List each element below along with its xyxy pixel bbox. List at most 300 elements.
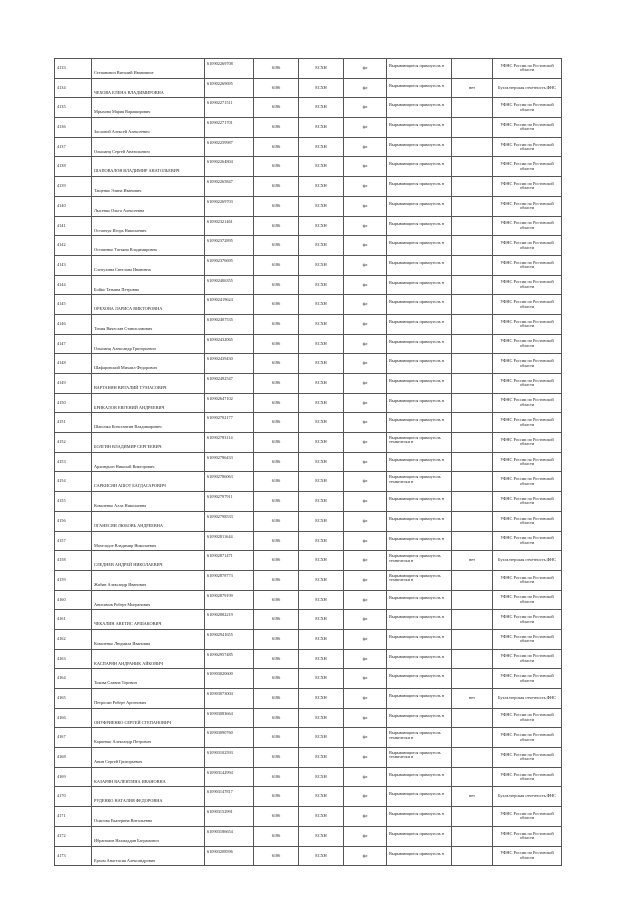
- tax-regime: ЕСХН: [315, 616, 327, 622]
- record-number: 4156: [57, 517, 66, 523]
- person-name-cell: [92, 393, 205, 413]
- activity-note: Вырывающиеся прямоуголь н: [389, 496, 444, 502]
- record-number: 4145: [57, 301, 66, 307]
- table-row: [55, 511, 562, 531]
- record-number: 4155: [57, 498, 66, 504]
- table-row: [55, 275, 562, 295]
- table-row: [55, 590, 562, 610]
- table-row: [55, 570, 562, 590]
- source-org-cell: [493, 295, 562, 315]
- record-number-cell: [55, 807, 92, 827]
- source-org-cell: [493, 374, 562, 394]
- person-type-cell: [344, 413, 387, 433]
- person-name-cell: [92, 334, 205, 354]
- source-org-cell: [493, 748, 562, 768]
- inn-number-cell: [205, 610, 254, 630]
- person-type: фл: [362, 695, 368, 701]
- activity-note: Вырывающиеся прямоуголь технически н: [389, 749, 441, 760]
- activity-note: Вырывающиеся прямоуголь н: [389, 102, 444, 108]
- tax-regime-cell: [299, 846, 344, 866]
- person-type: фл: [362, 399, 368, 405]
- person-type: фл: [362, 813, 368, 819]
- inn-number: 610902372895: [207, 238, 233, 244]
- activity-note: Вырывающиеся прямоуголь н: [389, 456, 444, 462]
- person-type: фл: [362, 183, 368, 189]
- activity-note-cell: [387, 669, 452, 689]
- source-org-cell: [493, 196, 562, 216]
- record-number: 4158: [57, 557, 66, 563]
- source-org-cell: [493, 649, 562, 669]
- activity-note: Вырывающиеся прямоуголь н: [389, 594, 444, 600]
- person-name: КАЗАРЯН ВАЛЕНТИНА ИВАНОВНА: [94, 778, 166, 784]
- person-name: Шапочка Константин Владимирович: [94, 424, 162, 430]
- table-row: [55, 137, 562, 157]
- person-name-cell: [92, 275, 205, 295]
- tax-office-code-cell: [254, 78, 299, 98]
- inn-number-cell: [205, 728, 254, 748]
- person-name: Коваленко Алла Николаевна: [94, 503, 147, 509]
- person-name: БРИКАЛОВ ЕВГЕНИЙ АНДРЕЕВИЧ: [94, 404, 165, 410]
- tax-regime: ЕСХН: [315, 143, 327, 149]
- record-number-cell: [55, 78, 92, 98]
- inn-number: 610902702177: [207, 415, 233, 421]
- tax-office-code: 6186: [271, 714, 281, 720]
- person-type-cell: [344, 137, 387, 157]
- table-row: [55, 689, 562, 709]
- person-type: фл: [362, 478, 368, 484]
- record-number: 4136: [57, 124, 66, 130]
- person-type-cell: [344, 531, 387, 551]
- inn-number: 610902259987: [207, 139, 233, 145]
- tax-regime: ЕСХН: [315, 754, 327, 760]
- source-org-cell: [493, 354, 562, 374]
- table-row: [55, 216, 562, 236]
- person-type: фл: [362, 498, 368, 504]
- source-org-cell: [493, 590, 562, 610]
- table-row: [55, 433, 562, 453]
- flag-value-cell: [452, 492, 493, 512]
- person-name-cell: [92, 78, 205, 98]
- person-name: Остапчук Игорь Николаевич: [94, 227, 147, 233]
- person-type: фл: [362, 301, 368, 307]
- inn-number: 610902419624: [207, 297, 233, 303]
- inn-number: 610902879199: [207, 592, 233, 598]
- table-row: [55, 531, 562, 551]
- person-type: фл: [362, 517, 368, 523]
- activity-note: Вырывающиеся прямоуголь н: [389, 63, 444, 69]
- source-org: УФНС России по Ростовской области: [500, 397, 554, 408]
- activity-note-cell: [387, 177, 452, 197]
- tax-office-code: 6186: [271, 576, 281, 582]
- person-name-cell: [92, 787, 205, 807]
- tax-regime-cell: [299, 826, 344, 846]
- flag-value-cell: [452, 511, 493, 531]
- source-org-cell: [493, 492, 562, 512]
- source-org: УФНС России по Ростовской области: [500, 259, 554, 270]
- person-name: Лысенко Ольга Алексеевна: [94, 207, 145, 213]
- source-org-cell: [493, 177, 562, 197]
- flag-value-cell: [452, 196, 493, 216]
- activity-note-cell: [387, 846, 452, 866]
- source-org-cell: [493, 137, 562, 157]
- source-org: УФНС России по Ростовской области: [500, 535, 554, 545]
- person-type-cell: [344, 334, 387, 354]
- person-type-cell: [344, 354, 387, 374]
- tax-office-code-cell: [254, 433, 299, 453]
- person-name: СЛЕДНЕВ АНДРЕЙ НИКОЛАЕВИЧ: [94, 562, 163, 568]
- table-row: [55, 334, 562, 354]
- tax-regime: ЕСХН: [315, 360, 327, 366]
- record-number: 4134: [57, 84, 66, 90]
- person-type-cell: [344, 570, 387, 590]
- flag-value-cell: [452, 393, 493, 413]
- inn-number-cell: [205, 137, 254, 157]
- record-number-cell: [55, 275, 92, 295]
- person-name: Тихия Вячеслав Станиславович: [94, 325, 153, 331]
- activity-note-cell: [387, 98, 452, 118]
- inn-number-cell: [205, 492, 254, 512]
- record-number-cell: [55, 728, 92, 748]
- person-type: фл: [362, 202, 368, 208]
- record-number: 4164: [57, 675, 66, 681]
- tax-regime-cell: [299, 511, 344, 531]
- tax-regime: ЕСХН: [315, 832, 327, 838]
- inn-number-cell: [205, 767, 254, 787]
- tax-office-code-cell: [254, 98, 299, 118]
- flag-value-cell: [452, 689, 493, 709]
- tax-regime-cell: [299, 177, 344, 197]
- record-number: 4173: [57, 852, 66, 858]
- activity-note: Вырывающиеся прямоуголь н: [389, 161, 444, 167]
- flag-value-cell: [452, 157, 493, 177]
- person-name-cell: [92, 807, 205, 827]
- source-org: УФНС России по Ростовской области: [500, 200, 554, 211]
- person-name: САРКИСЯН АШОТ БАГДАСАРОВИЧ: [94, 483, 166, 489]
- activity-note-cell: [387, 236, 452, 256]
- record-number: 4133: [57, 65, 66, 71]
- source-org: УФНС России по Ростовской области: [500, 299, 554, 309]
- record-number: 4149: [57, 380, 66, 386]
- record-number-cell: [55, 137, 92, 157]
- activity-note-cell: [387, 708, 452, 728]
- activity-note: Вырывающиеся прямоуголь н: [389, 771, 444, 777]
- person-name-cell: [92, 629, 205, 649]
- person-name-cell: [92, 295, 205, 315]
- activity-note: Вырывающиеся прямоуголь н: [389, 220, 444, 226]
- source-org-cell: [493, 452, 562, 472]
- person-type-cell: [344, 590, 387, 610]
- activity-note: Вырывающиеся прямоуголь н: [389, 397, 444, 403]
- inn-number-cell: [205, 689, 254, 709]
- inn-number-cell: [205, 78, 254, 98]
- activity-note: Вырывающиеся прямоуголь н: [389, 82, 444, 88]
- tax-office-code: 6186: [271, 124, 281, 130]
- inn-number: 610902407535: [207, 316, 233, 322]
- activity-note-cell: [387, 590, 452, 610]
- inn-number: 610902957485: [207, 651, 233, 657]
- person-name-cell: [92, 374, 205, 394]
- person-type: фл: [362, 635, 368, 641]
- person-name: ШАПОВАЛОВ ВЛАДИМИР АНАТОЛЬЕВИЧ: [94, 168, 180, 174]
- source-org-cell: [493, 708, 562, 728]
- person-type: фл: [362, 675, 368, 681]
- activity-note-cell: [387, 334, 452, 354]
- tax-office-code-cell: [254, 689, 299, 709]
- tax-regime: ЕСХН: [315, 84, 327, 90]
- tax-office-code: 6186: [271, 143, 281, 149]
- person-name: Анин Сергей Григорьевич: [94, 759, 143, 765]
- activity-note: Вырывающиеся прямоуголь технически н: [389, 730, 441, 740]
- tax-regime: ЕСХН: [315, 576, 327, 582]
- activity-note-cell: [387, 570, 452, 590]
- record-number-cell: [55, 196, 92, 216]
- person-name-cell: [92, 433, 205, 453]
- person-name-cell: [92, 255, 205, 275]
- source-org: УФНС России по Ростовской области: [500, 810, 554, 821]
- activity-note: Вырывающиеся прямоуголь н: [389, 299, 444, 305]
- tax-regime: ЕСХН: [315, 183, 327, 189]
- inn-number-cell: [205, 511, 254, 531]
- tax-office-code: 6186: [271, 793, 281, 799]
- inn-number-cell: [205, 413, 254, 433]
- person-name-cell: [92, 689, 205, 709]
- person-type-cell: [344, 59, 387, 79]
- tax-office-code-cell: [254, 59, 299, 79]
- tax-regime-cell: [299, 610, 344, 630]
- source-org: УФНС России по Ростовской области: [500, 436, 554, 447]
- tax-regime-cell: [299, 196, 344, 216]
- person-type: фл: [362, 124, 368, 130]
- source-org-cell: [493, 787, 562, 807]
- person-type: фл: [362, 320, 368, 326]
- record-number: 4171: [57, 813, 66, 819]
- inn-number-cell: [205, 59, 254, 79]
- inn-number: 610902439430: [207, 356, 233, 362]
- person-type: фл: [362, 655, 368, 661]
- inn-number: 610902265847: [207, 179, 233, 185]
- source-org: УФНС России по Ростовской области: [500, 751, 554, 762]
- table-row: [55, 649, 562, 669]
- record-number: 4157: [57, 537, 66, 543]
- tax-regime-cell: [299, 807, 344, 827]
- person-name: ВАРТАНЯН ВИТАЛИЙ ТУМАСОВИЧ: [94, 385, 167, 391]
- record-number: 4160: [57, 596, 66, 602]
- inn-number-cell: [205, 157, 254, 177]
- table-row: [55, 708, 562, 728]
- tax-office-code: 6186: [271, 163, 281, 169]
- person-type-cell: [344, 433, 387, 453]
- person-name: Архиндьон Николай Викторович: [94, 463, 155, 469]
- person-type-cell: [344, 807, 387, 827]
- inn-number-cell: [205, 531, 254, 551]
- person-name-cell: [92, 118, 205, 138]
- flag-value-cell: [452, 452, 493, 472]
- inn-number: 610903102593: [207, 750, 233, 756]
- activity-note-cell: [387, 137, 452, 157]
- tax-regime: ЕСХН: [315, 65, 327, 71]
- person-type-cell: [344, 255, 387, 275]
- tax-regime: ЕСХН: [315, 399, 327, 405]
- tax-regime-cell: [299, 374, 344, 394]
- table-row: [55, 610, 562, 630]
- source-org: УФНС России по Ростовской области: [500, 417, 554, 427]
- inn-number: 610902432065: [207, 336, 233, 342]
- person-type: фл: [362, 793, 368, 799]
- inn-number-cell: [205, 570, 254, 590]
- inn-number-cell: [205, 314, 254, 334]
- flag-value-cell: [452, 570, 493, 590]
- tax-office-code-cell: [254, 492, 299, 512]
- activity-note-cell: [387, 393, 452, 413]
- activity-note-cell: [387, 354, 452, 374]
- tax-regime: ЕСХН: [315, 714, 327, 720]
- table-row: [55, 826, 562, 846]
- tax-regime: ЕСХН: [315, 537, 327, 543]
- tax-regime: ЕСХН: [315, 242, 327, 248]
- tax-office-code-cell: [254, 531, 299, 551]
- table-row: [55, 354, 562, 374]
- tax-regime-cell: [299, 255, 344, 275]
- person-type: фл: [362, 714, 368, 720]
- tax-regime: ЕСХН: [315, 813, 327, 819]
- tax-regime: ЕСХН: [315, 773, 327, 779]
- tax-regime: ЕСХН: [315, 281, 327, 287]
- tax-office-code-cell: [254, 413, 299, 433]
- tax-office-code-cell: [254, 708, 299, 728]
- flag-value-cell: [452, 433, 493, 453]
- record-number: 4159: [57, 576, 66, 582]
- person-name-cell: [92, 846, 205, 866]
- tax-office-code-cell: [254, 551, 299, 571]
- flag-value-cell: [452, 610, 493, 630]
- tax-regime-cell: [299, 472, 344, 492]
- record-number: 4166: [57, 714, 66, 720]
- tax-office-code-cell: [254, 748, 299, 768]
- inn-number-cell: [205, 196, 254, 216]
- inn-number: 610902783114: [207, 435, 233, 441]
- activity-note-cell: [387, 295, 452, 315]
- tax-regime-cell: [299, 137, 344, 157]
- inn-number-cell: [205, 275, 254, 295]
- record-number-cell: [55, 393, 92, 413]
- tax-office-code: 6186: [271, 222, 281, 228]
- person-type-cell: [344, 649, 387, 669]
- source-org: УФНС России по Ростовской области: [500, 141, 554, 152]
- person-type: фл: [362, 281, 368, 287]
- activity-note: Вырывающиеся прямоуголь технически н: [389, 474, 441, 484]
- record-number: 4154: [57, 478, 66, 484]
- activity-note-cell: [387, 787, 452, 807]
- person-type: фл: [362, 242, 368, 248]
- flag-value-cell: [452, 669, 493, 689]
- source-org: УФНС России по Ростовской области: [500, 614, 554, 624]
- tax-office-code-cell: [254, 196, 299, 216]
- record-number-cell: [55, 452, 92, 472]
- source-org-cell: [493, 846, 562, 866]
- inn-number: 610902269708: [207, 61, 233, 67]
- record-number: 4144: [57, 281, 66, 287]
- record-number: 4141: [57, 222, 66, 228]
- table-row: [55, 787, 562, 807]
- inn-number: 610902786433: [207, 454, 233, 460]
- flag-value: нет: [468, 557, 476, 563]
- table-row: [55, 413, 562, 433]
- activity-note-cell: [387, 216, 452, 236]
- table-row: [55, 452, 562, 472]
- tax-office-code: 6186: [271, 813, 281, 819]
- inn-number-cell: [205, 787, 254, 807]
- flag-value-cell: [452, 314, 493, 334]
- person-name-cell: [92, 728, 205, 748]
- source-org-cell: [493, 255, 562, 275]
- table-row: [55, 118, 562, 138]
- tax-regime-cell: [299, 649, 344, 669]
- person-name-cell: [92, 216, 205, 236]
- tax-regime-cell: [299, 531, 344, 551]
- inn-number-cell: [205, 216, 254, 236]
- activity-note-cell: [387, 551, 452, 571]
- person-name-cell: [92, 452, 205, 472]
- person-type-cell: [344, 492, 387, 512]
- tax-office-code: 6186: [271, 675, 281, 681]
- tax-office-code-cell: [254, 610, 299, 630]
- record-number-cell: [55, 826, 92, 846]
- inn-number: 610902647102: [207, 395, 233, 401]
- source-org-cell: [493, 472, 562, 492]
- inn-number-cell: [205, 334, 254, 354]
- inn-number-cell: [205, 452, 254, 472]
- inn-number: 610903020600: [207, 671, 233, 677]
- inn-number: 610902269703: [207, 198, 233, 204]
- activity-note-cell: [387, 374, 452, 394]
- record-number-cell: [55, 334, 92, 354]
- activity-note-cell: [387, 492, 452, 512]
- activity-note: Вырывающиеся прямоуголь н: [389, 200, 444, 206]
- record-number: 4142: [57, 242, 66, 248]
- flag-value-cell: [452, 708, 493, 728]
- tax-office-code: 6186: [271, 202, 281, 208]
- person-type-cell: [344, 767, 387, 787]
- inn-number-cell: [205, 748, 254, 768]
- tax-office-code: 6186: [271, 301, 281, 307]
- person-type: фл: [362, 104, 368, 110]
- source-org: УФНС России по Ростовской области: [500, 850, 554, 860]
- tax-office-code-cell: [254, 314, 299, 334]
- inn-number: 610903147817: [207, 789, 233, 795]
- tax-regime: ЕСХН: [315, 517, 327, 523]
- activity-note-cell: [387, 629, 452, 649]
- source-org: УФНС России по Ростовской области: [500, 515, 554, 526]
- tax-regime: ЕСХН: [315, 458, 327, 464]
- source-org-cell: [493, 629, 562, 649]
- source-org-cell: [493, 413, 562, 433]
- tax-office-code: 6186: [271, 695, 281, 701]
- flag-value-cell: [452, 649, 493, 669]
- person-name: Ольшанц Александр Григорьевич: [94, 345, 156, 351]
- source-org-cell: [493, 78, 562, 98]
- record-number-cell: [55, 767, 92, 787]
- record-number: 4170: [57, 793, 66, 799]
- tax-office-code: 6186: [271, 380, 281, 386]
- person-name: Карпенко Александр Петрович: [94, 739, 151, 745]
- inn-number: 610902878773: [207, 572, 233, 578]
- tax-regime-cell: [299, 492, 344, 512]
- activity-note-cell: [387, 196, 452, 216]
- source-org-cell: [493, 728, 562, 748]
- activity-note-cell: [387, 748, 452, 768]
- activity-note: Вырывающиеся прямоуголь технически н: [389, 434, 441, 445]
- source-org-cell: [493, 511, 562, 531]
